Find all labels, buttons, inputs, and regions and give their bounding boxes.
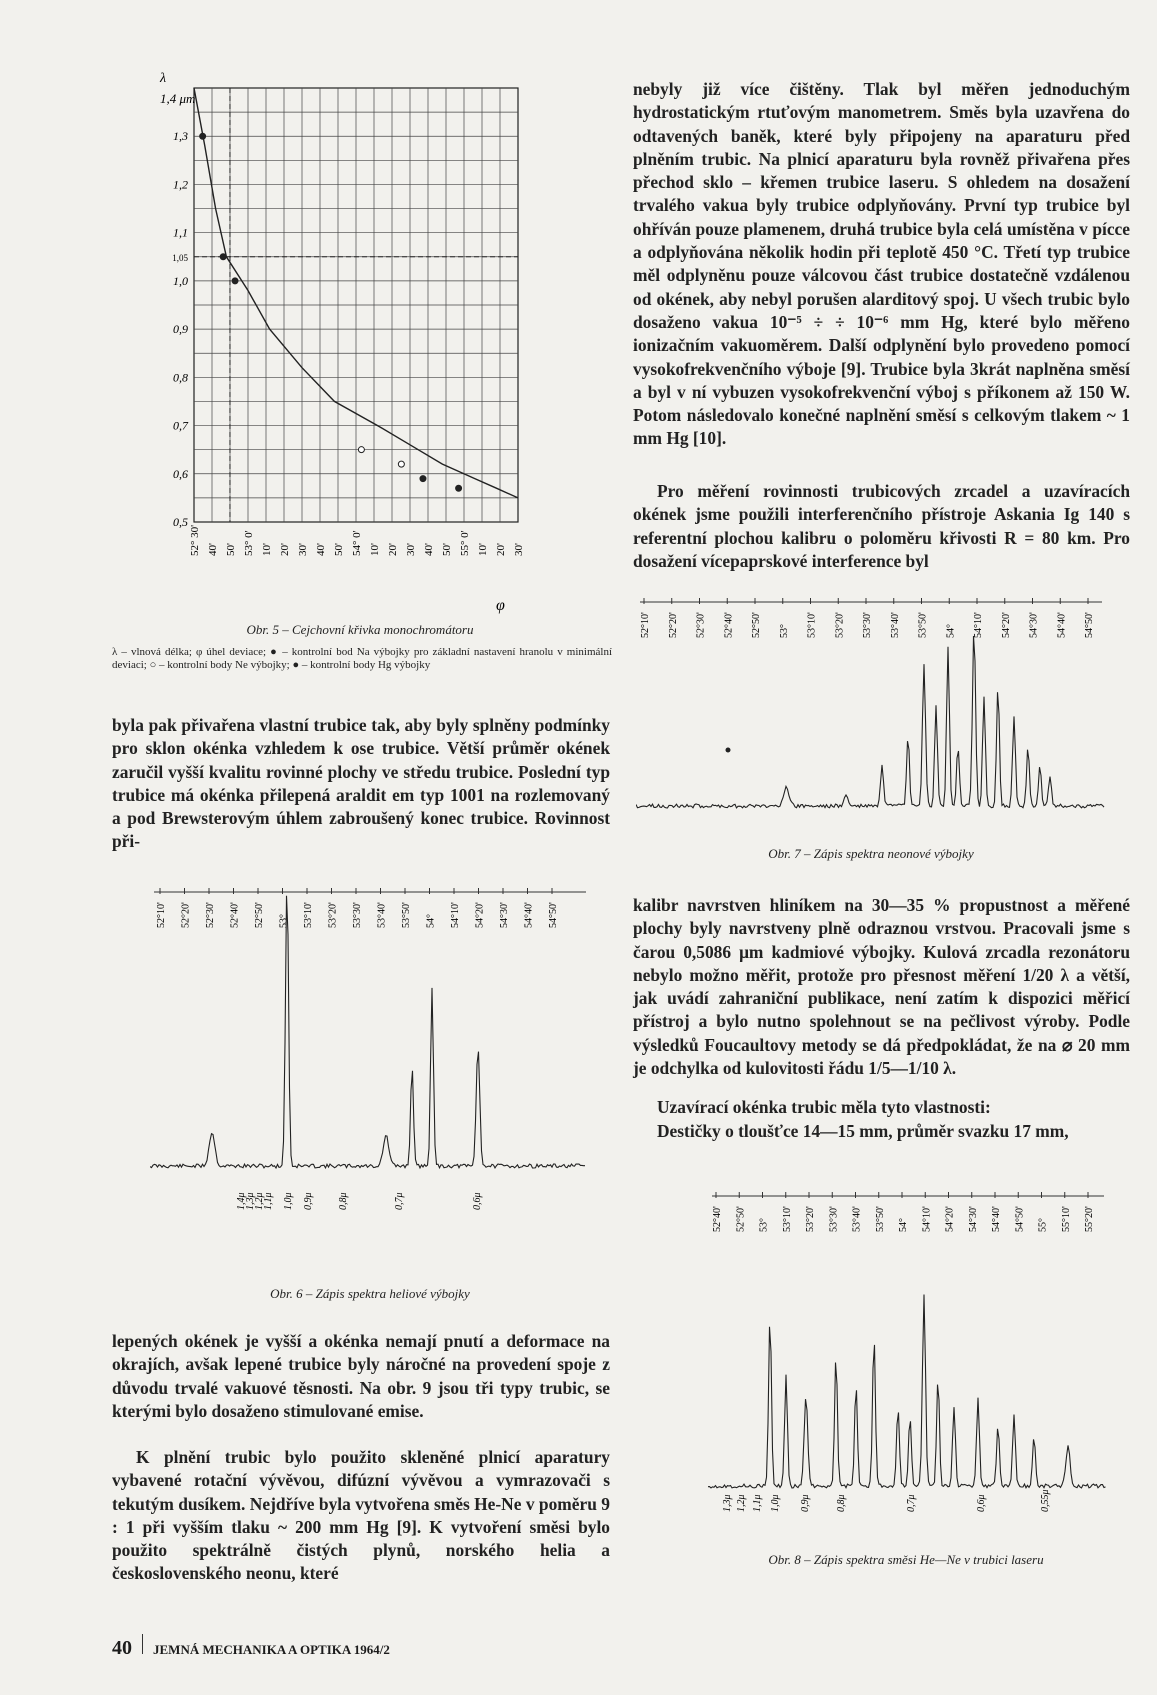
col1-paragraph-2: lepených okének je vyšší a okénka nemají pnutí a deformace na okrajích, avšak lepené trubice byly náročné na provedení spoje z důvodu trvalé vakuové těsnosti. Na obr. 9 jsou tři typy trubic, se kterými bylo dosaženo stimulované emise. <box>112 1331 610 1421</box>
fig7-caption: Obr. 7 – Zápis spektra neonové výbojky <box>768 846 974 861</box>
fig7-dot <box>726 748 731 753</box>
spectrum-top-label: 54°30' <box>1028 612 1040 638</box>
fig6-bottom-label: 1,0μ <box>283 1192 294 1210</box>
fig5-x-tick: 40' <box>423 543 435 556</box>
fig8-bottom-label: 1,1μ <box>752 1494 763 1512</box>
fig5-y-tick: 1,3 <box>173 129 188 144</box>
col1-paragraph-1: byla pak přivařena vlastní trubice tak, aby byly splněny podmínky pro sklon okénka vzhledem k ose trubice. Větší průměr okének zaručil vyšší kvalitu rovinné plochy ve středu trubice. Poslední typ trubice má okénka přilepená araldit em typ 1001 na rozlemovaný a pod Brewsterovým úhlem zabroušený konec trubice. Rovinnost při- <box>112 715 610 852</box>
col2-paragraph-4: Uzavírací okénka trubic měla tyto vlastnosti: <box>657 1097 991 1117</box>
fig5-point-hg <box>200 133 206 139</box>
spectrum-top-label: 53° <box>778 624 790 638</box>
fig5-point-hg <box>456 485 462 491</box>
fig5-x-tick: 50' <box>225 543 237 556</box>
spectrum-top-label: 55°20' <box>1084 1206 1095 1232</box>
fig5-x-tick: 40' <box>315 543 327 556</box>
fig5-y-tick: 1,0 <box>173 273 188 288</box>
fig5-x-tick: 30' <box>405 543 417 556</box>
fig5-y-tick: 0,6 <box>173 466 188 481</box>
spectrum-top-label: 54°30' <box>967 1206 979 1232</box>
spectrum-top-label: 52°10' <box>640 612 651 638</box>
fig8-bottom-label: 1,0μ <box>770 1494 781 1512</box>
fig5-x-axis-label: φ <box>496 597 505 614</box>
spectrum-top-label: 52°50' <box>735 1206 747 1232</box>
fig5-x-tick: 40' <box>207 543 219 556</box>
spectrum-top-label: 54°40' <box>991 1206 1002 1232</box>
fig6-chart <box>150 880 590 1240</box>
fig5-x-tick: 30' <box>297 543 309 556</box>
he-ne-spectrum-trace <box>708 1295 1106 1489</box>
fig5-x-tick: 20' <box>279 543 291 556</box>
fig5-x-tick: 10' <box>477 543 489 556</box>
fig6-bottom-label: 0,8μ <box>338 1192 349 1210</box>
fig6-bottom-label: 1,3μ <box>245 1192 256 1210</box>
spectrum-top-label: 52°30' <box>695 612 707 638</box>
spectrum-top-label: 52°20' <box>667 612 679 638</box>
spectrum-top-label: 54°20' <box>1000 612 1012 638</box>
fig5-legend: λ – vlnová délka; φ úhel deviace; ● – kontrolní bod Na výbojky pro základní nastavení hranolu v minimální deviaci; ○ – kontrolní body Ne výbojky; ● – kontrolní body Hg výbojky <box>112 646 612 671</box>
fig8-chart <box>708 1186 1108 1516</box>
spectrum-top-label: 52°40' <box>723 612 735 638</box>
spectrum-top-label: 54°20' <box>474 902 486 928</box>
spectrum-top-label: 52°40' <box>229 902 241 928</box>
spectrum-top-label: 53°20' <box>327 902 339 928</box>
fig5-x-tick: 20' <box>495 543 507 556</box>
spectrum-top-label: 52°50' <box>254 902 265 928</box>
fig8-bottom-label: 1,3μ <box>722 1494 733 1512</box>
spectrum-top-label: 53°50' <box>874 1206 886 1232</box>
fig5-point-ne <box>398 461 404 467</box>
spectrum-top-label: 54° <box>898 1218 909 1232</box>
fig5-x-tick: 54° 0' <box>351 530 363 556</box>
page-number: 40 <box>112 1637 132 1659</box>
spectrum-top-label: 53°50' <box>401 902 412 928</box>
spectrum-top-label: 52°40' <box>712 1206 723 1232</box>
fig7-chart <box>636 592 1106 842</box>
spectrum-top-label: 54° <box>945 624 957 638</box>
fig8-bottom-label: 0,7μ <box>906 1494 917 1512</box>
fig6-caption: Obr. 6 – Zápis spektra heliové výbojky <box>270 1286 470 1301</box>
spectrum-top-label: 53°10' <box>781 1206 793 1232</box>
spectrum-top-label: 55°10' <box>1060 1206 1072 1232</box>
col2-paragraph-1: nebyly již více čištěny. Tlak byl měřen jednoduchým hydrostatickým rtuťovým manometrem. Směs byla uzavřena do odtavených baněk, které byly připojeny na aparaturu před plněním trubic. Na plnicí aparaturu byla rovněž přivařena přes přechod sklo – křemen trubice laseru. S ohledem na dosažení trvalého vakua byly trubice odplyňovány. První typ trubice byl ohříván pouze plamenem, druhá trubice byla celá umístěna v pícce a odplyňována několik hodin při teplotě 450 °C. Třetí typ trubice měl odplyněnu pouze válcovou část trubice dostatečně vzdálenou od okének, aby nebyl porušen alarditový spoj. U všech trubic bylo dosaženo vakua 10⁻⁵ ÷ ÷ 10⁻⁶ mm Hg, které bylo měřeno ionizačním vakuoměrem. Další odplynění bylo provedeno pomocí vysokofrekvenčního výboje [9]. Trubice byla 3krát naplněna směsí a byl v ní vybuzen vysokofrekvenční výboj s příkonem až 150 W. Potom následovalo konečné naplnění směsí s celkovým tlakem ~ 1 mm Hg [10]. <box>633 79 1130 449</box>
fig6-bottom-label: 1,2μ <box>254 1192 265 1210</box>
spectrum-top-label: 53° <box>278 914 290 928</box>
fig8-bottom-label: 1,2μ <box>736 1494 747 1512</box>
fig5-x-tick: 55° 0' <box>459 530 471 556</box>
spectrum-top-label: 53°10' <box>806 612 818 638</box>
col2-paragraph-2: Pro měření rovinnosti trubicových zrcadel a uzavíracích okének jsme použili interferenčního přístroje Askania Ig 140 s referentní plochou kalibru o poloměru křivosti R = 80 km. Pro dosažení vícepaprskové interference byl <box>633 481 1130 571</box>
fig5-caption: Obr. 5 – Cejchovní křivka monochromátoru <box>246 622 474 637</box>
spectrum-top-label: 53°30' <box>352 902 363 928</box>
fig5-y-tick: 0,8 <box>173 370 188 385</box>
spectrum-top-label: 54°30' <box>499 902 510 928</box>
spectrum-top-label: 53°40' <box>376 902 388 928</box>
spectrum-top-label: 53°20' <box>834 612 846 638</box>
spectrum-top-label: 54°20' <box>944 1206 956 1232</box>
spectrum-top-label: 54°10' <box>921 1206 933 1232</box>
fig5-x-tick: 50' <box>333 543 345 556</box>
fig8-bottom-label: 0,6μ <box>976 1494 987 1512</box>
spectrum-top-label: 54°50' <box>1014 1206 1026 1232</box>
fig5-y-tick: 1,2 <box>173 177 188 192</box>
fig5-x-tick: 10' <box>261 543 273 556</box>
fig5-y-tick: 0,7 <box>173 418 188 433</box>
fig5-point-ne <box>358 447 364 453</box>
spectrum-top-label: 55° <box>1037 1218 1049 1232</box>
spectrum-top-label: 52°10' <box>156 902 167 928</box>
fig5-point-na <box>220 254 226 260</box>
helium-spectrum-trace <box>150 896 585 1168</box>
fig5-x-tick: 53° 0' <box>243 530 255 556</box>
fig5-y-unit: 1,4 μm <box>160 91 196 106</box>
fig5-y-tick: 1,1 <box>173 225 188 240</box>
spectrum-top-label: 53°30' <box>828 1206 840 1232</box>
fig8-bottom-label: 0,55μ <box>1040 1489 1051 1512</box>
fig5-y-tick-extra: 1,05 <box>172 252 188 263</box>
fig8-bottom-label: 0,9μ <box>800 1494 811 1512</box>
footer-divider <box>142 1634 143 1654</box>
spectrum-top-label: 53°10' <box>303 902 314 928</box>
spectrum-top-label: 52°30' <box>205 902 216 928</box>
fig6-bottom-label: 0,6μ <box>472 1192 483 1210</box>
fig6-bottom-label: 0,9μ <box>303 1192 314 1210</box>
col2-paragraph-3: kalibr navrstven hliníkem na 30—35 % propustnost a měřené plochy byly navrstveny plně odraznou vrstvou. Pracovali jsme s čarou 0,5086 μm kadmiové výbojky. Kulová zrcadla rezonátoru nebylo možno měřit, protože pro přesnost měření 1/20 λ a větší, jak uvádí zahraniční publikace, není zatím k dispozici měřicí přístroj a bylo nutno spolehnout se na pečlivost výroby. Podle výsledků Foucaultovy metody se dá předpokládat, že na ⌀ 20 mm je odchylka od kulovitosti řádu 1/5—1/10 λ. <box>633 895 1130 1079</box>
spectrum-top-label: 54° <box>425 914 437 928</box>
fig5-x-tick: 52° 30' <box>189 524 201 556</box>
spectrum-top-label: 52°50' <box>751 612 762 638</box>
page-footer <box>112 1634 390 1660</box>
fig5-y-axis-label: λ <box>160 71 167 86</box>
spectrum-top-label: 54°10' <box>973 612 984 638</box>
spectrum-top-label: 53°40' <box>851 1206 863 1232</box>
spectrum-top-label: 53° <box>758 1218 770 1232</box>
spectrum-top-label: 52°20' <box>180 902 192 928</box>
fig5-x-tick: 10' <box>369 543 381 556</box>
col1-paragraph-3: K plnění trubic bylo použito skleněné plnicí aparatury vybavené rotační vývěvou, difúzní vývěvou a vymrazovači s tekutým dusíkem. Nejdříve byla vytvořena směs He-Ne v poměru 9 : 1 při vyšším tlaku ~ 200 mm Hg [9]. K vytvoření směsi bylo použito spektrálně čistých plynů, norského helia a československého neonu, které <box>112 1447 610 1584</box>
neon-spectrum-trace <box>636 636 1104 808</box>
fig5-x-tick: 20' <box>387 543 399 556</box>
fig5-y-tick: 0,5 <box>173 515 188 529</box>
journal-title: JEMNÁ MECHANIKA A OPTIKA 1964/2 <box>153 1642 390 1657</box>
fig5-chart <box>140 70 580 630</box>
fig5-point-hg <box>420 476 426 482</box>
fig5-x-tick: 30' <box>513 543 525 556</box>
spectrum-top-label: 54°50' <box>548 902 559 928</box>
fig5-y-tick: 0,9 <box>173 322 188 337</box>
fig6-bottom-label: 1,4μ <box>236 1192 247 1210</box>
spectrum-top-label: 53°30' <box>862 612 873 638</box>
spectrum-top-label: 54°40' <box>523 902 535 928</box>
fig6-bottom-label: 0,7μ <box>394 1192 405 1210</box>
fig8-caption: Obr. 8 – Zápis spektra směsi He—Ne v trubici laseru <box>768 1552 1044 1567</box>
col2-paragraph-5: Destičky o tloušťce 14—15 mm, průměr svazku 17 mm, <box>657 1121 1069 1141</box>
spectrum-top-label: 53°20' <box>805 1206 816 1232</box>
spectrum-top-label: 54°40' <box>1056 612 1068 638</box>
spectrum-top-label: 53°40' <box>889 612 901 638</box>
spectrum-top-label: 54°50' <box>1084 612 1095 638</box>
fig5-point-hg <box>232 278 238 284</box>
fig8-bottom-label: 0,8μ <box>836 1494 847 1512</box>
spectrum-top-label: 53°50' <box>917 612 929 638</box>
fig5-x-tick: 50' <box>441 543 453 556</box>
fig6-bottom-label: 1,1μ <box>263 1192 274 1210</box>
spectrum-top-label: 54°10' <box>450 902 461 928</box>
